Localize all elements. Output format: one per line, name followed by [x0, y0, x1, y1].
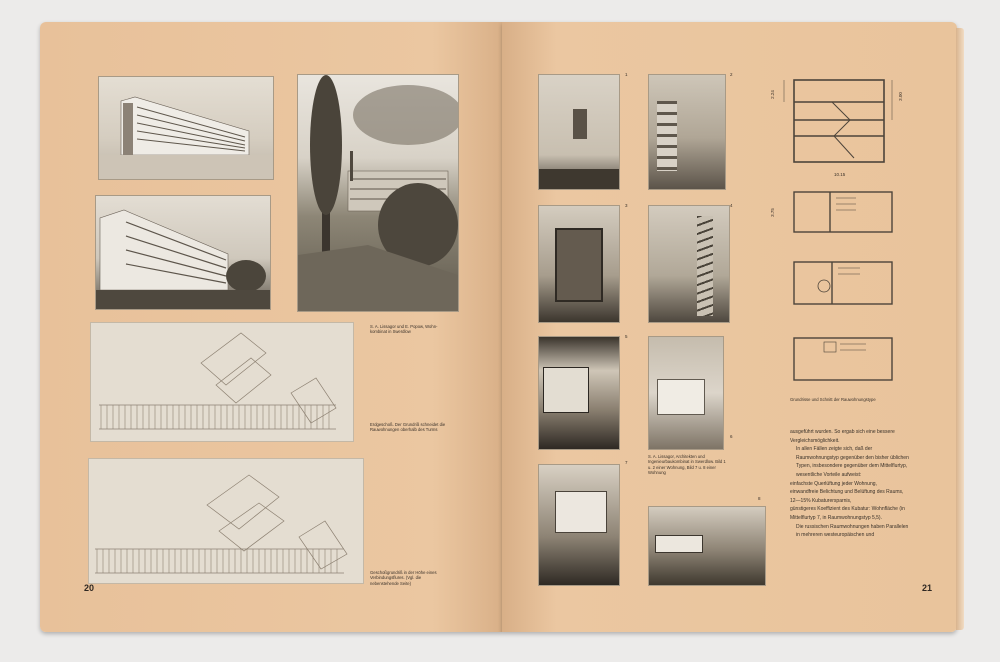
caption-interiors: S. A. Lissagor, Architekten und Ingenieurbaukombinat in Swerdlow. Bild 1 u. 2 einer Wohnung, Bild 7 u. 8 einer Wohnung — [648, 454, 726, 476]
body-paragraph: einfachste Querlüftung jeder Wohnung, — [790, 480, 877, 487]
plan-type-a — [790, 188, 896, 238]
photo-building-street — [95, 195, 271, 310]
figure-number-7: 7 — [625, 460, 628, 465]
left-page — [40, 22, 502, 632]
dimension-right-top: 3.00 — [897, 92, 903, 101]
trees-sketch-icon — [298, 75, 458, 311]
plan-type-c-icon — [790, 334, 896, 386]
figure-number-3: 3 — [625, 203, 628, 208]
dimension-width: 10.15 — [834, 172, 846, 177]
interior-photo-5 — [538, 336, 620, 450]
page-number-right: 21 — [922, 583, 933, 593]
interior-photo-6 — [648, 336, 724, 450]
plan-type-c — [790, 334, 896, 386]
body-text-column — [790, 428, 910, 540]
body-paragraph: 12—15% Kubaturersparnis, — [790, 497, 852, 504]
figure-number-4: 4 — [730, 203, 733, 208]
section-drawing — [780, 72, 898, 172]
floorplan-upper-icon — [89, 459, 363, 583]
interior-photo-1 — [538, 74, 620, 190]
dimension-left-top: 2.24 — [769, 90, 775, 99]
interior-photo-2 — [648, 74, 726, 190]
figure-number-8: 8 — [758, 496, 761, 501]
body-paragraph: einwandfreie Belichtung und Belüftung des Raums, — [790, 489, 904, 496]
interior-photo-7 — [538, 464, 620, 586]
figure-number-2: 2 — [730, 72, 733, 77]
interior-photo-8 — [648, 506, 766, 586]
open-magazine-spread — [40, 22, 965, 640]
section-drawing-icon — [780, 72, 898, 172]
body-paragraph: Die russischen Raumwohnungen haben Parallelen in mehreren westeuropäischen und — [796, 523, 909, 539]
photo-building-perspective — [98, 76, 274, 180]
body-paragraph: günstigeres Koeffizient des Kubatur: Wohnfläche (in Mittelflurtyp 7, in Raumwohnungstyp 5,5). — [790, 506, 905, 521]
plan-type-a-icon — [790, 188, 896, 238]
page-edge — [956, 28, 964, 630]
figure-number-6: 6 — [730, 434, 733, 439]
building-sketch-icon — [99, 77, 273, 179]
caption-sections: Grundrisse und Schnitt der Rauwohnungstype — [790, 397, 876, 402]
floorplan-drawing-icon — [91, 323, 353, 441]
figure-number-1: 1 — [625, 72, 628, 77]
body-paragraph: In allen Fällen zeigte sich, daß der Raumwohnungstyp gegenüber den bisher üblichen Typen, insbesondere gegenüber dem Mittelflurtyp, wesentliche Vorteile aufweist: — [796, 446, 909, 478]
page-number-left: 20 — [84, 583, 95, 593]
interior-photo-4 — [648, 205, 730, 323]
right-page — [502, 22, 957, 632]
interior-photo-3 — [538, 205, 620, 323]
plan-type-b — [790, 258, 896, 310]
body-paragraph: ausgeführt wurden. So ergab sich eine bessere Vergleichsmöglichkeit. — [790, 429, 895, 444]
plan-ground-floor — [90, 322, 354, 442]
building-block-icon — [96, 196, 270, 309]
plan-type-b-icon — [790, 258, 896, 310]
figure-number-5: 5 — [625, 334, 628, 339]
photo-street-trees — [297, 74, 459, 312]
dimension-left-mid: 3.75 — [769, 208, 775, 217]
caption-upper-floor: Geschoßgrundriß in der Höhe eines Verbindungsflures. (Vgl. die nebenstehende Seite) — [370, 570, 437, 586]
caption-photo-tall: S. A. Lissagor und E. Popow, Wohn-kombinat in Swerdlow — [370, 324, 438, 335]
caption-ground-floor: Erdgeschoß. Der Grundriß schneidet die Rauwohnungen oberhalb des Turms — [370, 422, 446, 433]
plan-upper-floor — [88, 458, 364, 584]
